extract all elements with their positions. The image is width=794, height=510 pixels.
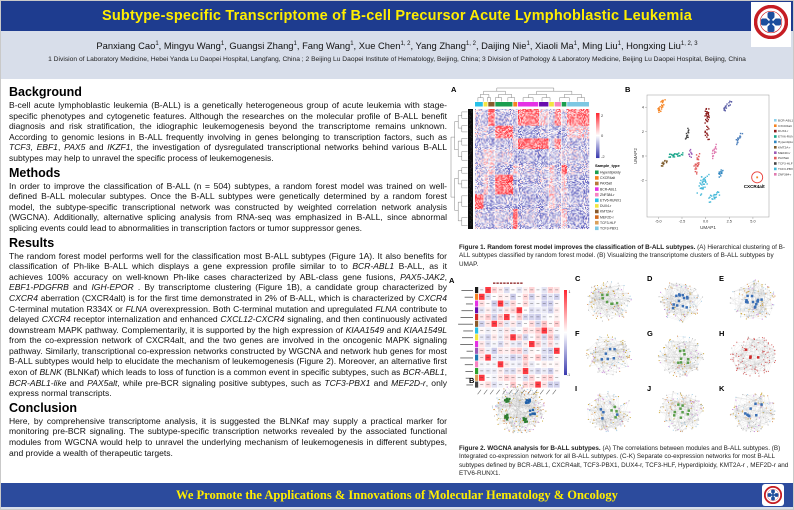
- fig2-subtype-network-d: [649, 276, 713, 326]
- network-canvas: [721, 386, 785, 436]
- figure1-caption: [459, 244, 789, 269]
- network-canvas: [649, 386, 713, 436]
- hospital-logo-icon: [764, 486, 782, 504]
- panel-letter: A: [449, 276, 455, 286]
- fig2-subtype-network-i: [577, 386, 641, 436]
- fig2-subtype-network-e: [721, 276, 785, 326]
- figure2-caption-title: Figure 2. WGCNA analysis for B-ALL subtypes.: [459, 445, 601, 453]
- section-body-conclusion: Here, by comprehensive transcriptome analysis, it is suggested the BLNKaf may supply a practical marker for monitoring pre-BCR signaling. The subtype-specific transcription networks revealed by the associated functional modules from WGCNA would help to unravel the underlying mechanism of leukemogenesis in different subtypes, and provide a wealth of therapeutic targets.: [9, 415, 447, 458]
- hospital-logo-icon: [754, 5, 788, 39]
- network-canvas: [577, 276, 641, 326]
- panel-letter: G: [647, 329, 653, 339]
- fig2-subtype-network-k: [721, 386, 785, 436]
- panel-letter: E: [719, 274, 725, 284]
- fig2-subtype-network-g: [649, 331, 713, 381]
- panel-letter: B: [625, 85, 631, 94]
- panel-letter: A: [451, 85, 457, 94]
- fig1-umap-scatter: [621, 89, 793, 239]
- panel-letter: B: [469, 376, 475, 386]
- network-canvas: [577, 331, 641, 381]
- hospital-logo-box-top: [751, 2, 791, 47]
- section-body-results: The random forest model performs well for the classification most B-ALL subtypes (Figure 1A). It also benefits for classification of Ph-like B-ALL which displays a gene expression profile similar to to BCR-ABL1 B-ALL, as it achieves 100% accuracy on well-known Ph-like cases characterized by ABL-class gene fusions, PAX5-JAK2, EBF1-PDGFRB and IGH-EPOR . By transcriptome clustering (Figure 1B), a candidate group characterized by CXCR4 aberration (CXCR4alt) is for the first time demonstrated in 2% of B-ALL, which is characterized by CXCR4 C-terminal mutation R334X or FLNA overexpression. Both C-terminal mutation and upregulated FLNA contribute to delayed CXCR4 receptor internalization and enhanced CXCL12-CXCR4 signaling, and then continuously activated downstream MAPK pathway. Complementarily, it is supported by the high expression of KIAA1549 and KIAA1549L from the co-expression network of CXCR4alt, and the two genes are involved in the oncogenic MAPK signaling pathway. Similarly, transcriptional co-expression networks constructed by WGCNA and network hub genes for most B-ALL subtypes would help to elucidate the mechanism of leukemogenesis (Figure 2). Moreover, an alternative first exon of BLNK (BLNKaf) which leads to loss of function is a common event in specific subtypes, such as BCR-ABL1, BCR-ABL1-like and PAX5alt, while pre-BCR signaling positive subtypes, such as TCF3-PBX1 and MEF2D-r, only express normal transcripts.: [9, 250, 447, 399]
- panel-letter: F: [575, 329, 580, 339]
- section-heading-methods: Methods: [9, 165, 61, 180]
- section-body-methods: In order to improve the classification of B-ALL (n = 504) subtypes, a random forest model was trained on well-defined B-ALL molecular subtypes. Once the B-ALL subtypes were genetically determined by a random forest model, the subtype-specific transcriptional network was constructed by weighted correlation network analysis (WGCNA). Additionally, alternative splicing analysis from RNA-seq was emphasized in B-ALL, since abnormal splicing events could lead to abnormalities in transcription factors or tumor suppressor genes.: [9, 180, 447, 233]
- figure2-caption: [459, 445, 789, 478]
- fig2-subtype-network-h: [721, 331, 785, 381]
- panel-letter: K: [719, 384, 725, 394]
- section-heading-conclusion: Conclusion: [9, 400, 78, 415]
- author-band: [1, 31, 793, 79]
- fig1-hierarchical-clustering-heatmap: [449, 85, 621, 237]
- section-heading-results: Results: [9, 235, 55, 250]
- figure2-panels: [449, 274, 793, 442]
- authors-line: Panxiang Cao$^1$, Mingyu Wang$^1$, Guangsi Zhang$^1$, Fang Wang$^1$, Xue Chen$^{1, 2}$, Yang Zhang$^{1, 2}$, Daijing Nie$^1$, Xiaoli Ma$^1$, Ming Liu$^1$, Hongxing Liu$^{1, 2, 3}$: [96, 40, 698, 51]
- footer-slogan: We Promote the Applications & Innovations of Molecular Hematology & Oncology: [176, 488, 618, 502]
- hospital-logo-box-bottom: [762, 484, 784, 506]
- figure2-caption-body: (A) The correlations between modules and B-ALL subtypes. (B) Integrated co-expression network for all B-ALL subtypes. (C-K) Separate co-expression networks for most B-ALL subtypes defined by BCR-ABL1, CXCR4alt, TCF3-PBX1, DUX4-r, TCF3-HLF, Hyperdiploidy, KMT2A-r , MEF2D-r and ETV6-RUNX1.: [459, 445, 789, 478]
- panel-letter: I: [575, 384, 578, 394]
- fig2-subtype-network-f: [577, 331, 641, 381]
- panel-letter: J: [647, 384, 652, 394]
- panel-letter: D: [647, 274, 653, 284]
- figure1-caption-body: (A) Hierarchical clustering of B-ALL subtypes classified by random forest model. (B) Visualizing the transcriptome clusters of B-ALL subtypes by UMAP.: [459, 244, 785, 268]
- header-bar: [1, 1, 793, 31]
- figure-column: [449, 85, 793, 479]
- poster-title: Subtype-specific Transcriptome of B-cell Precursor Acute Lymphoblastic Leukemia: [101, 8, 693, 24]
- fig2-integrated-network: [479, 380, 559, 438]
- panel-letter: H: [719, 329, 725, 339]
- network-canvas: [721, 276, 785, 326]
- figure1-panels: [449, 85, 793, 241]
- network-canvas: [577, 386, 641, 436]
- panel-letter: C: [575, 274, 581, 284]
- section-heading-background: Background: [9, 85, 82, 99]
- network-canvas: [649, 331, 713, 381]
- fig2-subtype-network-j: [649, 386, 713, 436]
- figure1-caption-title: Figure 1. Random forest model improves the classification of B-ALL subtypes.: [459, 244, 696, 251]
- section-body-background: B-cell acute lymphoblastic leukemia (B-ALL) is a genetically heterogeneous group of acute leukemia with stage-specific phenotypes and cytogenetic features. Although the researches on the molecular profile of B-ALL benefit diagnosis and risk stratification, the idiographic leukemogenesis beyond the transcriptome remains unknown. According to genomic lesions in B-ALL frequently involving in genes belonging to transcription factors, such as TCF3, EBF1, PAX5 and IKZF1, the investigation of dysregulated transcriptional networks behind various B-ALL subtypes may help to unravel the specific process of leukemogenesis.: [9, 100, 448, 163]
- footer-banner: [1, 483, 793, 507]
- affiliations-line: 1 Division of Laboratory Medicine, Hebei Yanda Lu Daopei Hospital, Langfang, China ; 2 Beijing Lu Daopei Institute of Hematology, Beijing, China; 3 Division of Pathology & Laboratory Medicine, Beijing Lu Daopei Hospital, Beijing, China: [48, 56, 746, 63]
- network-canvas: [721, 331, 785, 381]
- network-canvas: [649, 276, 713, 326]
- fig2-subtype-network-c: [577, 276, 641, 326]
- text-column: [9, 83, 447, 458]
